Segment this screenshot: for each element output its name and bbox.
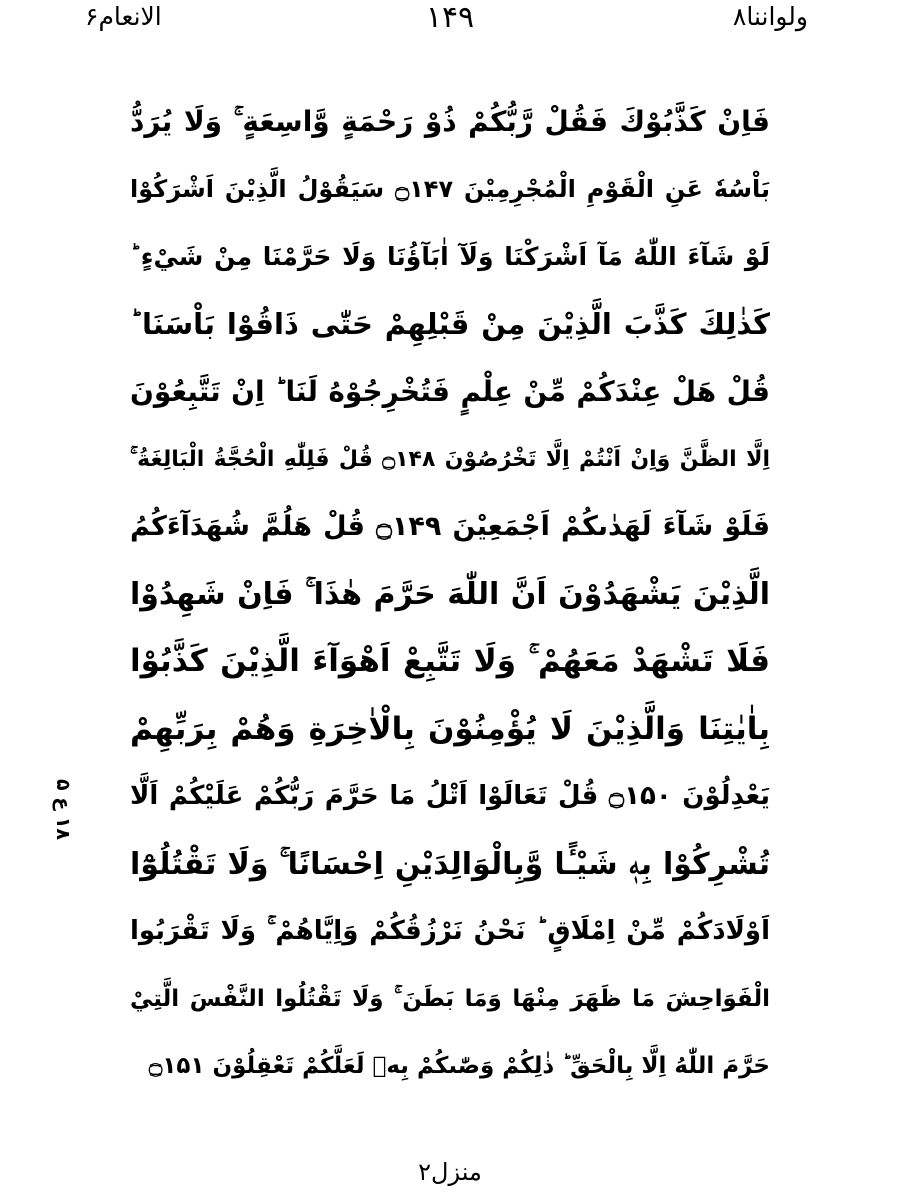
text-line-5: قُلْ هَلْ عِنْدَكُمْ مِّنْ عِلْمٍ فَتُخْرِجُوْهُ لَنَا ؕ اِنْ تَتَّبِعُوْنَ [130,375,770,408]
para-name-header: ولواننا۸ [732,2,808,31]
text-line-10: بِاٰيٰتِنَا وَالَّذِيْنَ لَا يُؤْمِنُوْنَ بِالْاٰخِرَةِ وَهُمْ بِرَبِّهِمْ [130,710,770,747]
text-line-11: يَعْدِلُوْنَ ۝۱۵۰ قُلْ تَعَالَوْا اَتْلُ مَا حَرَّمَ رَبُّكُمْ عَلَيْكُمْ اَلَّا [130,781,770,811]
text-line-14: الْفَوَاحِشَ مَا ظَهَرَ مِنْهَا وَمَا بَطَنَ ۚ وَلَا تَقْتُلُوا النَّفْسَ الَّتِيْ [130,985,770,1012]
text-line-15: حَرَّمَ اللّٰهُ اِلَّا بِالْحَقِّ ؕ ذٰلِكُمْ وَصّٰىكُمْ بِهٖ لَعَلَّكُمْ تَعْقِلُوْنَ ۝۱۵۱ [148,1053,770,1079]
manzil-footer: منزل۲ [418,1158,482,1186]
surah-name-header: الانعام۶ [85,2,162,31]
text-line-12: تُشْرِكُوْا بِهٖ شَيْـًٔا وَّبِالْوَالِدَيْنِ اِحْسَانًا ۚ وَلَا تَقْتُلُوْٓا [130,846,770,882]
quran-text-block [130,88,770,1101]
text-line-9: فَلَا تَشْهَدْ مَعَهُمْ ۚ وَلَا تَتَّبِعْ اَهْوَآءَ الَّذِيْنَ كَذَّبُوْا [130,643,770,679]
text-line-8: الَّذِيْنَ يَشْهَدُوْنَ اَنَّ اللّٰهَ حَرَّمَ هٰذَا ۚ فَاِنْ شَهِدُوْا [130,576,770,612]
text-line-6: اِلَّا الظَّنَّ وَاِنْ اَنْتُمْ اِلَّا تَخْرُصُوْنَ ۝۱۴۸ قُلْ فَلِلّٰهِ الْحُجَّةُ الْبَالِغَةُ ۚ [130,446,770,472]
text-line-3: لَوْ شَآءَ اللّٰهُ مَآ اَشْرَكْنَا وَلَآ اٰبَآؤُنَا وَلَا حَرَّمْنَا مِنْ شَيْءٍ ؕ [130,242,770,271]
text-line-13: اَوْلَادَكُمْ مِّنْ اِمْلَاقٍ ؕ نَحْنُ نَرْزُقُكُمْ وَاِيَّاهُمْ ۚ وَلَا تَقْرَبُوا [130,916,770,946]
page-number: ۱۴۹ [425,0,475,35]
ruku-margin-mark: ۱۸ ع ۵ [52,779,74,841]
text-line-1: فَاِنْ كَذَّبُوْكَ فَقُلْ رَّبُّكُمْ ذُوْ رَحْمَةٍ وَّاسِعَةٍ ۚ وَلَا يُرَدُّ [130,105,770,138]
text-line-2: بَاْسُهٗ عَنِ الْقَوْمِ الْمُجْرِمِيْنَ ۝۱۴۷ سَيَقُوْلُ الَّذِيْنَ اَشْرَكُوْا [130,174,770,203]
text-line-7: فَلَوْ شَآءَ لَهَدٰىكُمْ اَجْمَعِيْنَ ۝۱۴۹ قُلْ هَلُمَّ شُهَدَآءَكُمُ [130,511,770,542]
text-line-4: كَذٰلِكَ كَذَّبَ الَّذِيْنَ مِنْ قَبْلِهِمْ حَتّٰى ذَاقُوْا بَاْسَنَا ؕ [130,306,770,341]
